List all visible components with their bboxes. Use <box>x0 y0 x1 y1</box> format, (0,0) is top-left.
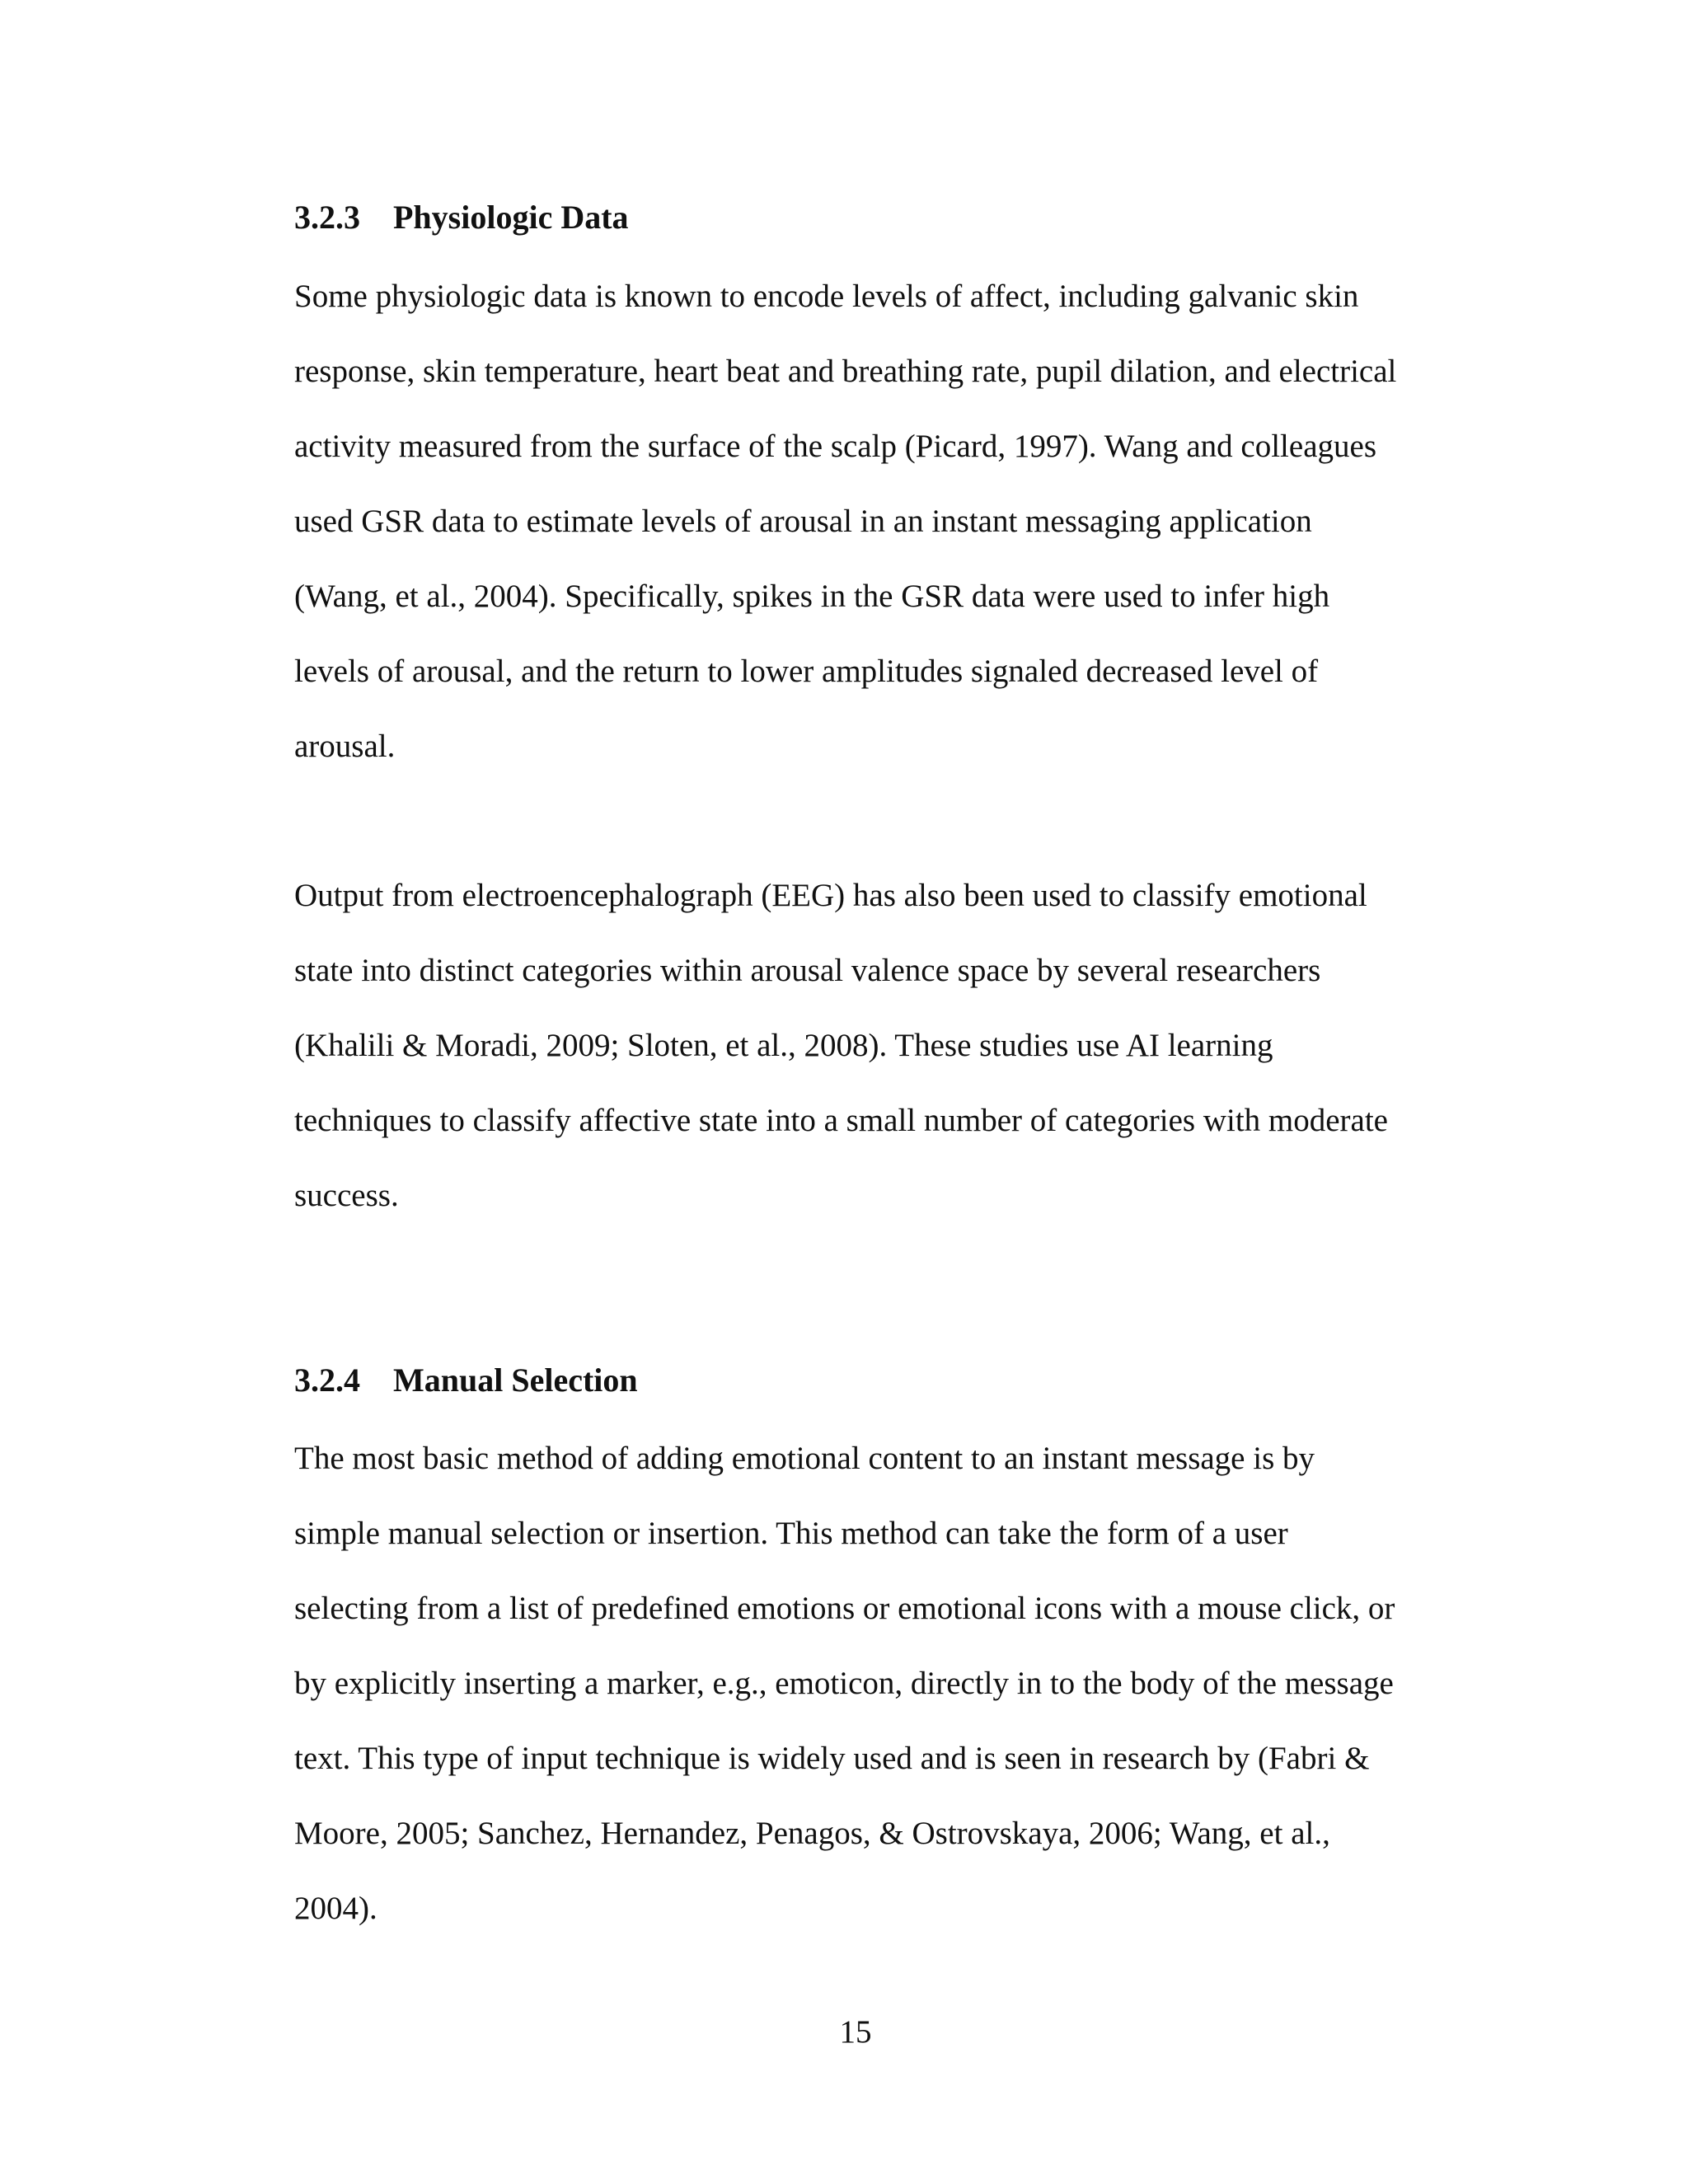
section-title: Manual Selection <box>393 1361 638 1399</box>
text-line: activity measured from the surface of the scalp (Picard, 1997). Wang and colleagues <box>294 429 1376 464</box>
section-number: 3.2.4 <box>294 1361 360 1399</box>
text-line: Output from electroencephalograph (EEG) has also been used to classify emotional <box>294 878 1367 913</box>
text-line: (Wang, et al., 2004). Specifically, spikes in the GSR data were used to infer high <box>294 579 1330 614</box>
text-line: levels of arousal, and the return to lower amplitudes signaled decreased level of <box>294 654 1319 689</box>
section-number: 3.2.3 <box>294 199 360 236</box>
section-title: Physiologic Data <box>393 199 629 236</box>
text-line: success. <box>294 1178 399 1213</box>
text-line: by explicitly inserting a marker, e.g., emoticon, directly in to the body of the message <box>294 1666 1394 1701</box>
page-number: 15 <box>839 2014 872 2050</box>
text-line: used GSR data to estimate levels of arousal in an instant messaging application <box>294 504 1312 539</box>
text-line: 2004). <box>294 1891 377 1926</box>
section-heading-3-2-3 <box>294 198 629 237</box>
text-line: techniques to classify affective state into a small number of categories with moderate <box>294 1103 1388 1138</box>
text-line: text. This type of input technique is widely used and is seen in research by (Fabri & <box>294 1741 1370 1776</box>
text-line: The most basic method of adding emotional content to an instant message is by <box>294 1441 1315 1476</box>
text-line: Some physiologic data is known to encode levels of affect, including galvanic skin <box>294 279 1359 314</box>
text-line: selecting from a list of predefined emotions or emotional icons with a mouse click, or <box>294 1591 1395 1626</box>
text-line: arousal. <box>294 729 396 764</box>
text-line: simple manual selection or insertion. This method can take the form of a user <box>294 1516 1288 1551</box>
text-line: state into distinct categories within arousal valence space by several researchers <box>294 953 1321 988</box>
text-line: Moore, 2005; Sanchez, Hernandez, Penagos, & Ostrovskaya, 2006; Wang, et al., <box>294 1816 1330 1851</box>
section-heading-3-2-4 <box>294 1361 638 1400</box>
text-line: response, skin temperature, heart beat and breathing rate, pupil dilation, and electrical <box>294 354 1397 389</box>
text-line: (Khalili & Moradi, 2009; Sloten, et al., 2008). These studies use AI learning <box>294 1028 1273 1063</box>
